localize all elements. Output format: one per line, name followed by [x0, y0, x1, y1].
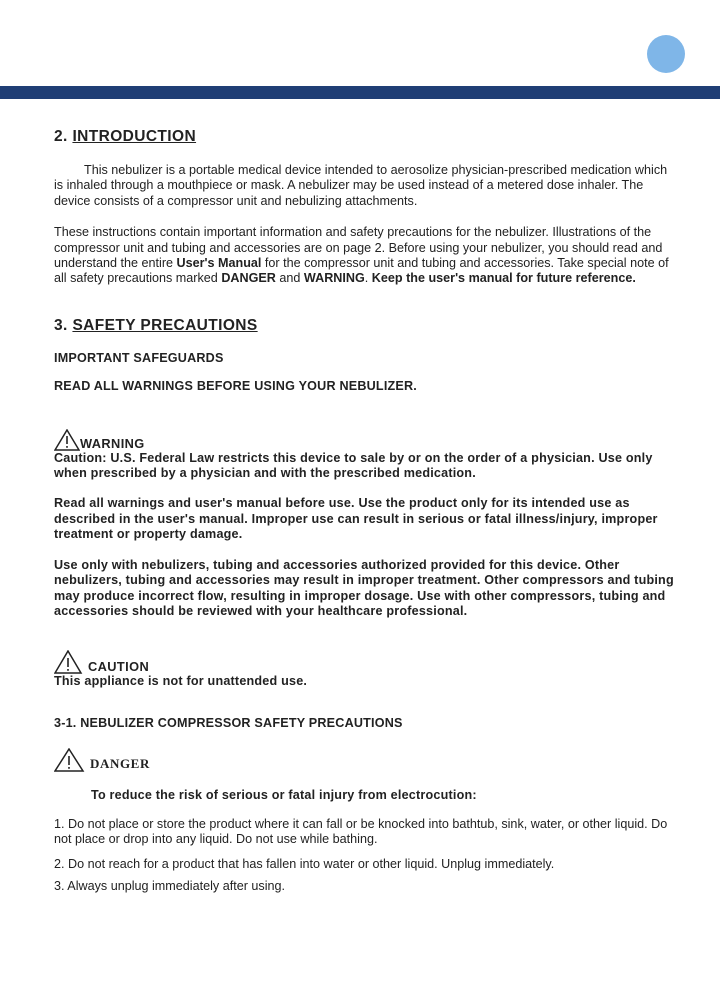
- intro-paragraph-2: These instructions contain important information and safety precautions for the nebulizer. Illustrations of the compressor unit and tubing and accessories are on page 2. Before using your nebulizer, you should read and understand the entire User's Manual for the compressor unit and tubing and accessories. Take special note of all safety precautions marked DANGER and WARNING. Keep the user's manual for future reference.: [54, 225, 669, 286]
- caution-label: CAUTION: [88, 659, 150, 675]
- warning-paragraph-2: Read all warnings and user's manual before use. Use the product only for its intended use as described in the user's manual. Improper use can result in serious or fatal illness/injury, improper treatment or property damage.: [54, 496, 658, 542]
- warning-paragraph-1: Caution: U.S. Federal Law restricts this device to sale by or on the order of a physician. Use only when prescribed by a physician and with the prescribed medication.: [54, 450, 653, 481]
- safety-heading: 3. SAFETY PRECAUTIONS: [54, 316, 258, 334]
- page-marker-dot: [647, 35, 685, 73]
- danger-triangle-icon: [54, 748, 86, 772]
- document-body: [54, 128, 674, 894]
- intro-paragraph-1: This nebulizer is a portable medical device intended to aerosolize physician-prescribed medication which is inhaled through a mouthpiece or mask. A nebulizer may be used instead of a metered dose inhaler. The device consists of a compressor unit and nebulizing attachments.: [54, 163, 668, 208]
- header-band: [0, 86, 720, 99]
- warning-heading: [54, 429, 674, 451]
- danger-item-3: 3. Always unplug immediately after using.: [54, 878, 286, 893]
- danger-item-1: 1. Do not place or store the product where it can fall or be knocked into bathtub, sink, water, or other liquid. Do not place or drop into any liquid. Do not use while bathing.: [54, 816, 668, 846]
- subsection-title: 3-1. NEBULIZER COMPRESSOR SAFETY PRECAUTIONS: [54, 715, 403, 730]
- safety-heading-title: SAFETY PRECAUTIONS: [72, 316, 258, 334]
- important-safeguards: IMPORTANT SAFEGUARDS: [54, 350, 224, 365]
- intro-heading-title: INTRODUCTION: [72, 128, 197, 145]
- warning-triangle-icon: [54, 429, 80, 451]
- warning-paragraph-3: Use only with nebulizers, tubing and accessories authorized provided for this device. Other nebulizers, tubing and accessories may result in improper treatment. Other compressors and tubing may produce incorrect flow, resulting in improper dosage. Use with other compressors, tubing and accessories should be reviewed with your healthcare professional.: [54, 557, 674, 618]
- caution-text: This appliance is not for unattended use.: [54, 674, 308, 689]
- caution-triangle-icon: [54, 650, 88, 674]
- danger-lead: To reduce the risk of serious or fatal injury from electrocution:: [91, 788, 477, 803]
- intro-heading: 2. INTRODUCTION: [54, 128, 197, 145]
- warning-label: WARNING: [80, 435, 145, 451]
- danger-heading: [54, 748, 674, 772]
- read-all-warnings: READ ALL WARNINGS BEFORE USING YOUR NEBULIZER.: [54, 379, 418, 394]
- danger-label: DANGER: [90, 756, 150, 772]
- caution-heading: [54, 650, 674, 674]
- danger-item-2: 2. Do not reach for a product that has fallen into water or other liquid. Unplug immediately.: [54, 857, 555, 872]
